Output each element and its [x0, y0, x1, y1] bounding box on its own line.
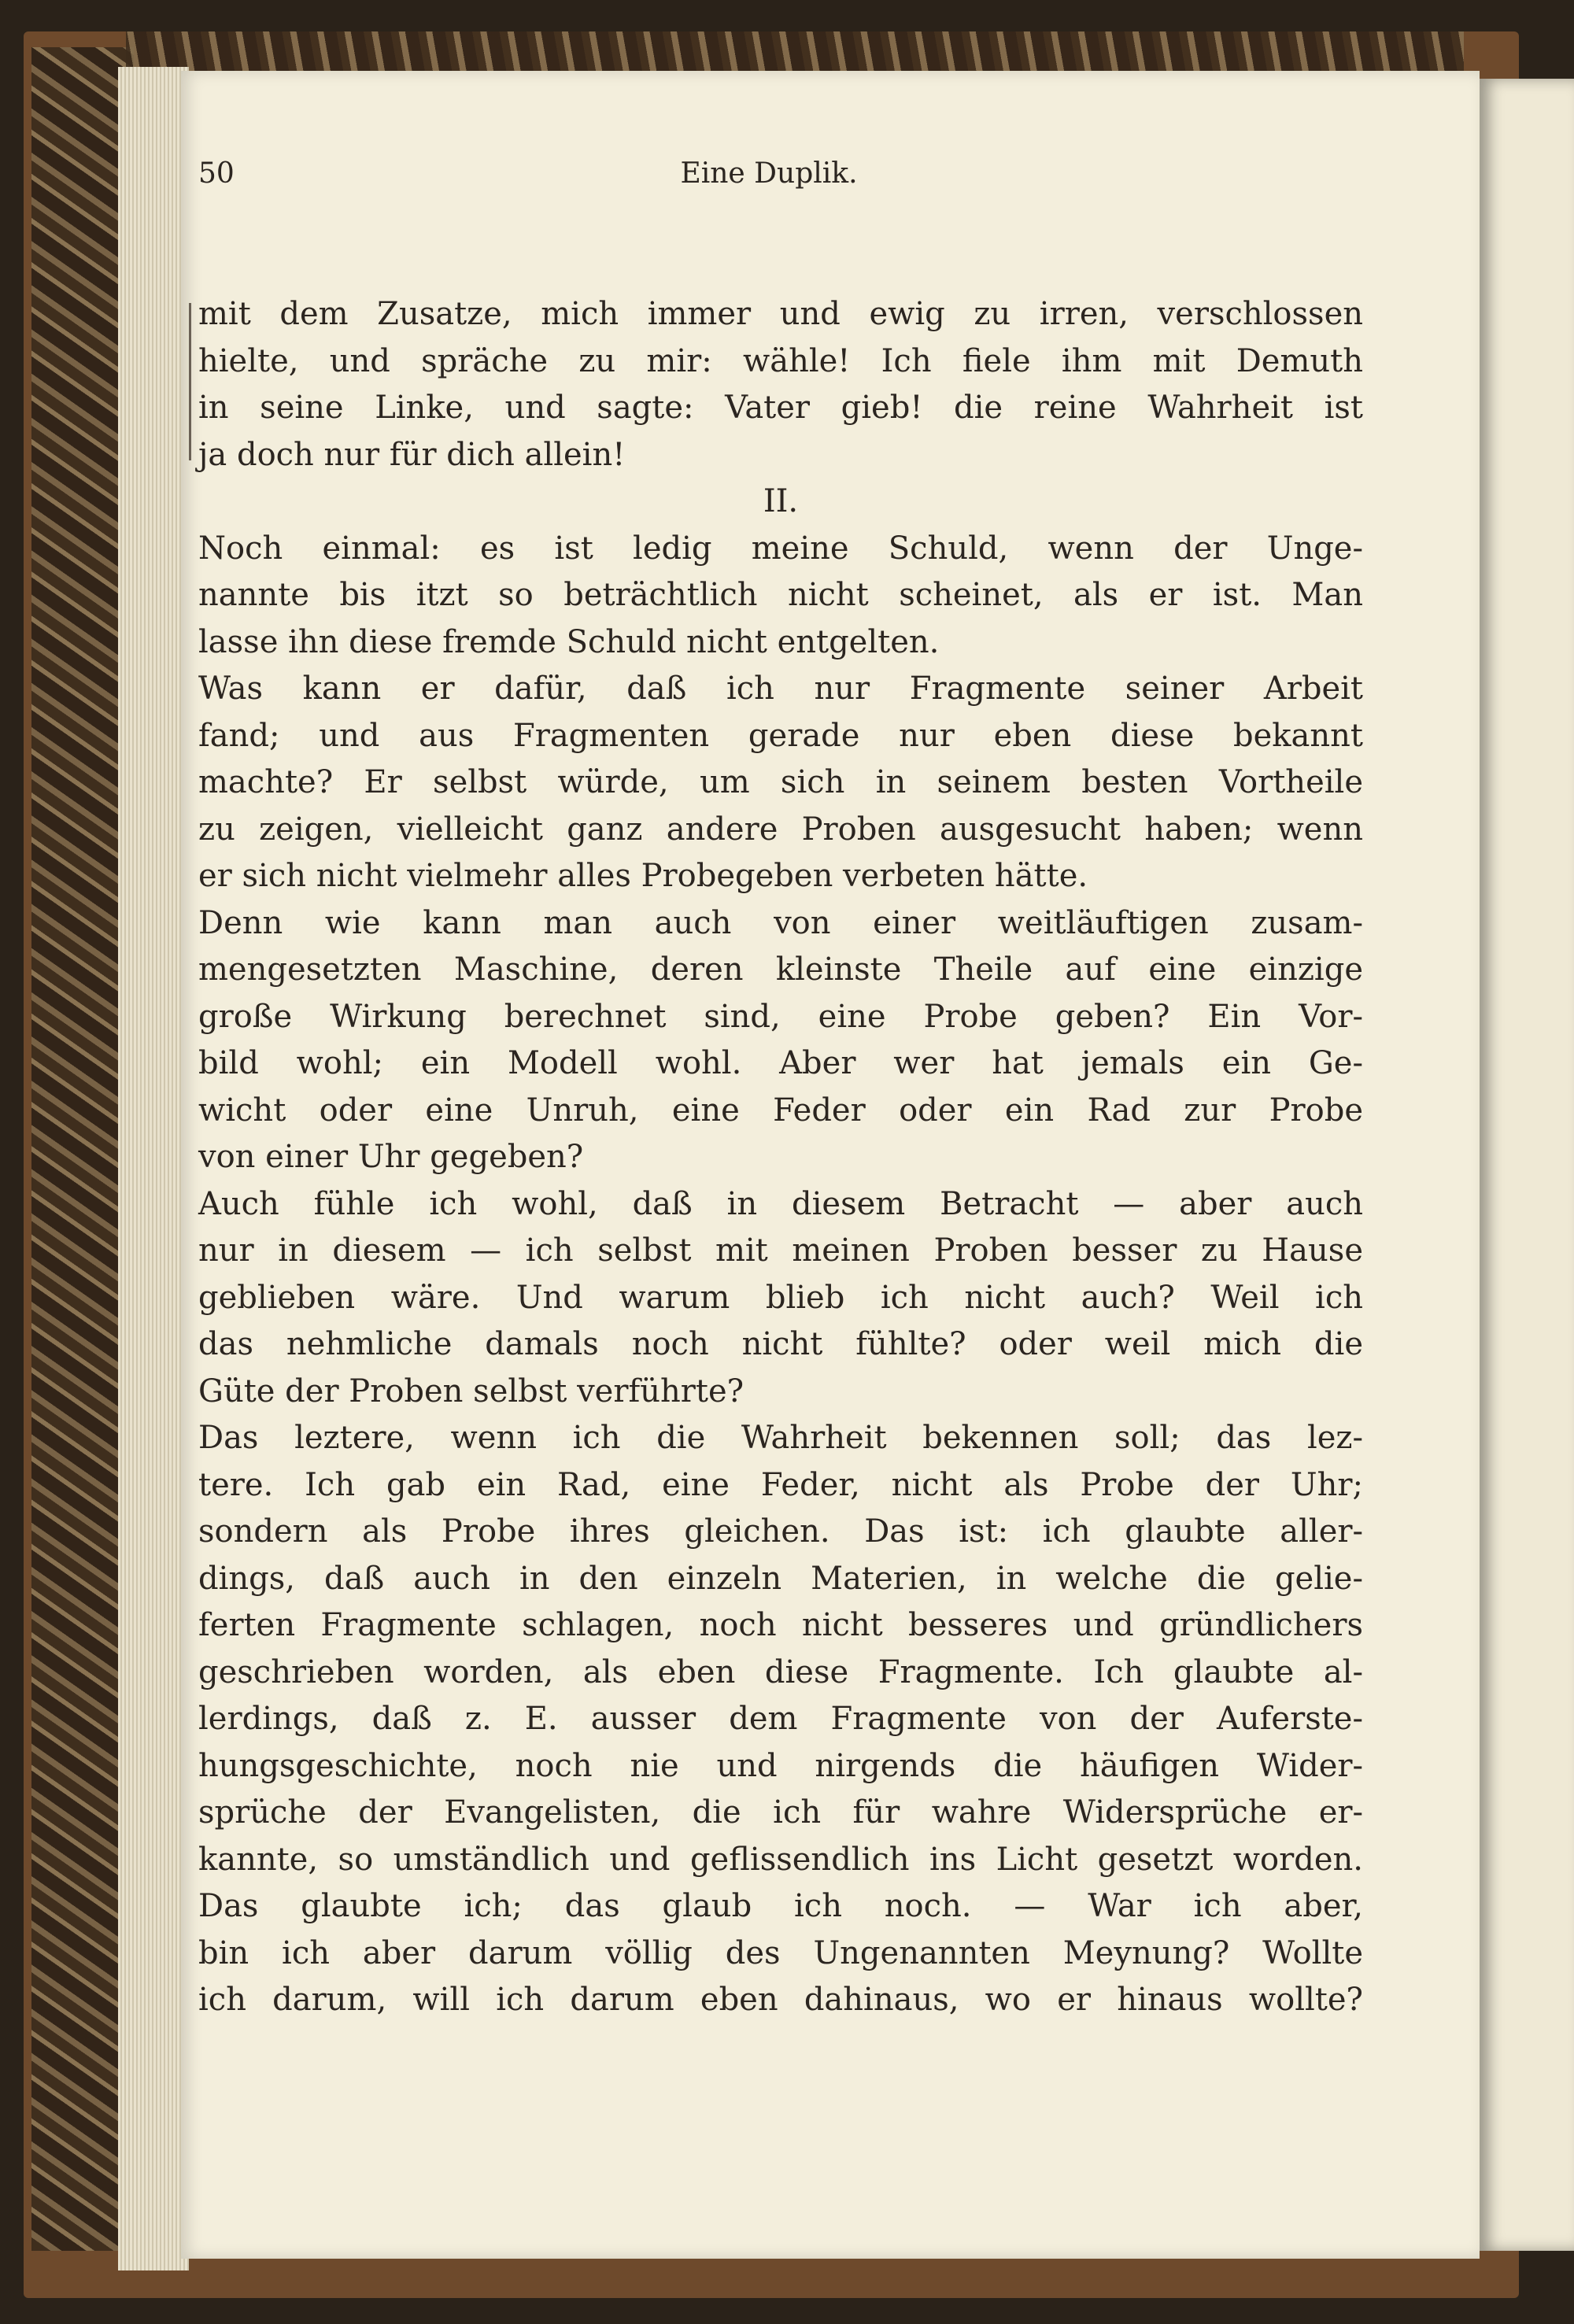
- text-line: kannte, so umständlich und geflissendlich ins Licht gesetzt worden.: [198, 1841, 1363, 1878]
- text-line: ich darum, will ich darum eben dahinaus, wo er hinaus wollte?: [198, 1982, 1363, 2018]
- text-line: nannte bis itzt so beträchtlich nicht scheinet, als er ist. Man: [198, 577, 1363, 613]
- text-line: Denn wie kann man auch von einer weitläuftigen zusam-: [198, 904, 1363, 941]
- text-line: ferten Fragmente schlagen, noch nicht besseres und gründlichers: [198, 1607, 1363, 1643]
- text-line: lerdings, daß z. E. ausser dem Fragmente von der Auferste-: [198, 1701, 1363, 1737]
- text-line: machte? Er selbst würde, um sich in seinem besten Vortheile: [198, 764, 1363, 800]
- text-line: bild wohl; ein Modell wohl. Aber wer hat jemals ein Ge-: [198, 1045, 1363, 1081]
- text-line: Das glaubte ich; das glaub ich noch. — War ich aber,: [198, 1888, 1363, 1924]
- text-line: Noch einmal: es ist ledig meine Schuld, wenn der Unge-: [198, 530, 1363, 567]
- text-line: mengesetzten Maschine, deren kleinste Theile auf eine einzige: [198, 951, 1363, 988]
- text-line: geschrieben worden, als eben diese Fragmente. Ich glaubte al-: [198, 1653, 1363, 1690]
- text-line: Güte der Proben selbst verführte?: [198, 1373, 745, 1410]
- text-line: wicht oder eine Unruh, eine Feder oder ein Rad zur Probe: [198, 1092, 1363, 1129]
- page-header: [198, 157, 1339, 205]
- text-line: nur in diesem — ich selbst mit meinen Proben besser zu Hause: [198, 1232, 1363, 1269]
- text-line: fand; und aus Fragmenten gerade nur eben diese bekannt: [198, 717, 1363, 754]
- section-heading: II.: [763, 483, 799, 519]
- text-line: in seine Linke, und sagte: Vater gieb! die reine Wahrheit ist: [198, 390, 1363, 426]
- text-line: Das leztere, wenn ich die Wahrheit bekennen soll; das lez-: [198, 1420, 1363, 1456]
- text-line: von einer Uhr gegeben?: [198, 1139, 584, 1175]
- text-line: zu zeigen, vielleicht ganz andere Proben ausgesucht haben; wenn: [198, 811, 1363, 848]
- page-number: 50: [198, 157, 235, 190]
- text-line: hungsgeschichte, noch nie und nirgends die häufigen Wider-: [198, 1747, 1363, 1784]
- text-line: Was kann er dafür, daß ich nur Fragmente seiner Arbeit: [198, 671, 1363, 707]
- margin-pencil-mark: [189, 303, 191, 460]
- text-line: das nehmliche damals noch nicht fühlte? oder weil mich die: [198, 1326, 1363, 1362]
- text-line: dings, daß auch in den einzeln Materien, in welche die gelie-: [198, 1560, 1363, 1597]
- text-line: sondern als Probe ihres gleichen. Das ist: ich glaubte aller-: [198, 1513, 1363, 1550]
- page-edges: [118, 67, 189, 2270]
- body-text: [198, 291, 1363, 2024]
- text-line: lasse ihn diese fremde Schuld nicht entgelten.: [198, 623, 940, 660]
- text-line: hielte, und spräche zu mir: wähle! Ich fiele ihm mit Demuth: [198, 342, 1363, 379]
- marbled-board-top: [126, 31, 1464, 71]
- text-line: tere. Ich gab ein Rad, eine Feder, nicht als Probe der Uhr;: [198, 1466, 1363, 1503]
- running-title: Eine Duplik.: [680, 157, 858, 190]
- text-line: ja doch nur für dich allein!: [198, 436, 626, 473]
- text-line: Auch fühle ich wohl, daß in diesem Betracht — aber auch: [198, 1185, 1363, 1222]
- text-line: bin ich aber darum völlig des Ungenannten Meynung? Wollte: [198, 1934, 1363, 1971]
- text-line: große Wirkung berechnet sind, eine Probe geben? Ein Vor-: [198, 998, 1363, 1035]
- facing-page-edge: [1480, 79, 1574, 2251]
- text-line: mit dem Zusatze, mich immer und ewig zu irren, verschlossen: [198, 296, 1363, 332]
- text-line: geblieben wäre. Und warum blieb ich nicht auch? Weil ich: [198, 1279, 1363, 1316]
- text-line: er sich nicht vielmehr alles Probegeben verbeten hätte.: [198, 858, 1088, 894]
- text-line: sprüche der Evangelisten, die ich für wahre Widersprüche er-: [198, 1794, 1363, 1831]
